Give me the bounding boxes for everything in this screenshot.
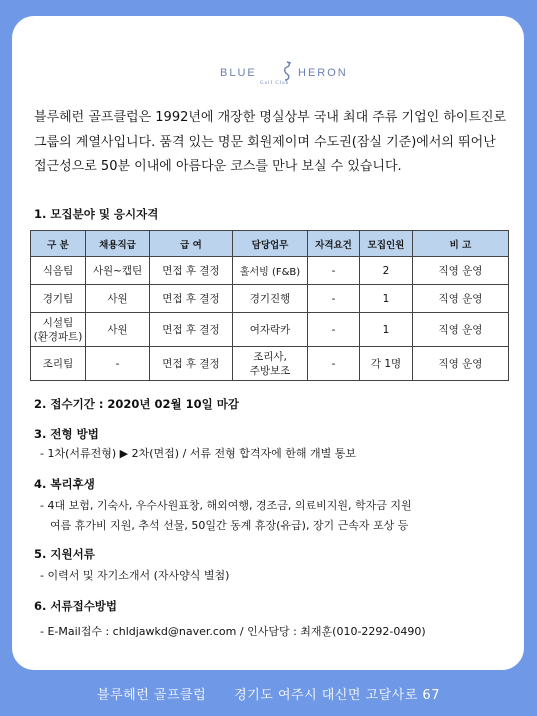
recruitment-table xyxy=(30,230,509,381)
section-5-title: 5. 지원서류 xyxy=(34,547,95,561)
section-4-line2: 여름 휴가비 지원, 추석 선물, 50일간 동계 휴장(유급), 장기 근속자 포상 등 xyxy=(50,519,409,532)
table-cell: 직영 운영 xyxy=(413,313,509,347)
table-header-cell: 비 고 xyxy=(413,231,509,257)
table-cell: 직영 운영 xyxy=(413,257,509,285)
table-cell: 시설팀 (환경파트) xyxy=(31,313,86,347)
heron-icon xyxy=(278,60,296,82)
table-cell: 1 xyxy=(360,285,413,313)
section-4-title: 4. 복리후생 xyxy=(34,477,95,491)
table-row xyxy=(31,347,509,381)
table-cell: 조리팀 xyxy=(31,347,86,381)
table-cell: 사원~캡틴 xyxy=(86,257,150,285)
section-2-title: 2. 접수기간 : xyxy=(34,397,108,411)
table-cell: 식음팀 xyxy=(31,257,86,285)
table-cell: 면접 후 결정 xyxy=(150,313,233,347)
section-3-title: 3. 전형 방법 xyxy=(34,427,99,441)
table-header-row xyxy=(31,231,509,257)
section-6-title: 6. 서류접수방법 xyxy=(34,599,118,613)
section-5-text: - 이력서 및 자기소개서 (자사양식 별첨) xyxy=(40,569,230,582)
section-3-text: - 1차(서류전형) ▶ 2차(면접) / 서류 전형 합격자에 한해 개별 통보 xyxy=(40,447,357,460)
table-header-cell: 자격요건 xyxy=(308,231,360,257)
table-cell: - xyxy=(86,347,150,381)
footer-address: 경기도 여주시 대신면 고달사로 67 xyxy=(234,688,440,703)
footer-club-name: 블루헤런 골프클럽 xyxy=(97,688,207,703)
table-cell: 각 1명 xyxy=(360,347,413,381)
section-1-title: 1. 모집분야 및 응시자격 xyxy=(34,207,159,221)
table-header-cell: 구 분 xyxy=(31,231,86,257)
table-cell: 면접 후 결정 xyxy=(150,347,233,381)
table-row xyxy=(31,313,509,347)
table-cell: 홀서빙 (F&B) xyxy=(233,257,308,285)
table-cell: - xyxy=(308,285,360,313)
table-header-cell: 채용직급 xyxy=(86,231,150,257)
blue-heron-logo xyxy=(220,60,360,88)
table-header-cell: 담당업무 xyxy=(233,231,308,257)
footer xyxy=(0,684,537,703)
table-cell: - xyxy=(308,347,360,381)
logo-right-word: HERON xyxy=(298,67,348,79)
section-2 xyxy=(34,396,239,412)
table-cell: - xyxy=(308,313,360,347)
table-cell: 면접 후 결정 xyxy=(150,257,233,285)
section-2-deadline: 2020년 02월 10일 마감 xyxy=(107,397,239,411)
logo-subtitle: Golf Club xyxy=(260,81,290,86)
table-cell: 직영 운영 xyxy=(413,347,509,381)
table-cell: 직영 운영 xyxy=(413,285,509,313)
section-4-line1: - 4대 보험, 기숙사, 우수사원표창, 해외여행, 경조금, 의료비지원, 학자금 지원 xyxy=(40,499,412,512)
table-cell: 경기팀 xyxy=(31,285,86,313)
table-row xyxy=(31,285,509,313)
table-cell: 사원 xyxy=(86,313,150,347)
table-cell: 면접 후 결정 xyxy=(150,285,233,313)
table-cell: 여자락카 xyxy=(233,313,308,347)
table-cell: 2 xyxy=(360,257,413,285)
section-6-text: - E-Mail접수 : chldjawkd@naver.com / 인사담당 : 최재훈(010-2292-0490) xyxy=(40,625,426,638)
intro-paragraph: 블루헤런 골프클럽은 1992년에 개장한 명실상부 국내 최대 주류 기업인 하이트진로 그룹의 계열사입니다. 품격 있는 명문 회원제이며 수도권(잠실 기준)에서의 뛰어난 접근성으로 50분 이내에 아름다운 코스를 만나 보실 수 있습니다. xyxy=(34,110,507,174)
logo-left-word: BLUE xyxy=(220,67,257,79)
table-header-cell: 급 여 xyxy=(150,231,233,257)
table-cell: 조리사, 주방보조 xyxy=(233,347,308,381)
table-header-cell: 모집인원 xyxy=(360,231,413,257)
table-cell: 경기진행 xyxy=(233,285,308,313)
table-cell: 1 xyxy=(360,313,413,347)
table-cell: 사원 xyxy=(86,285,150,313)
table-row xyxy=(31,257,509,285)
table-cell: - xyxy=(308,257,360,285)
